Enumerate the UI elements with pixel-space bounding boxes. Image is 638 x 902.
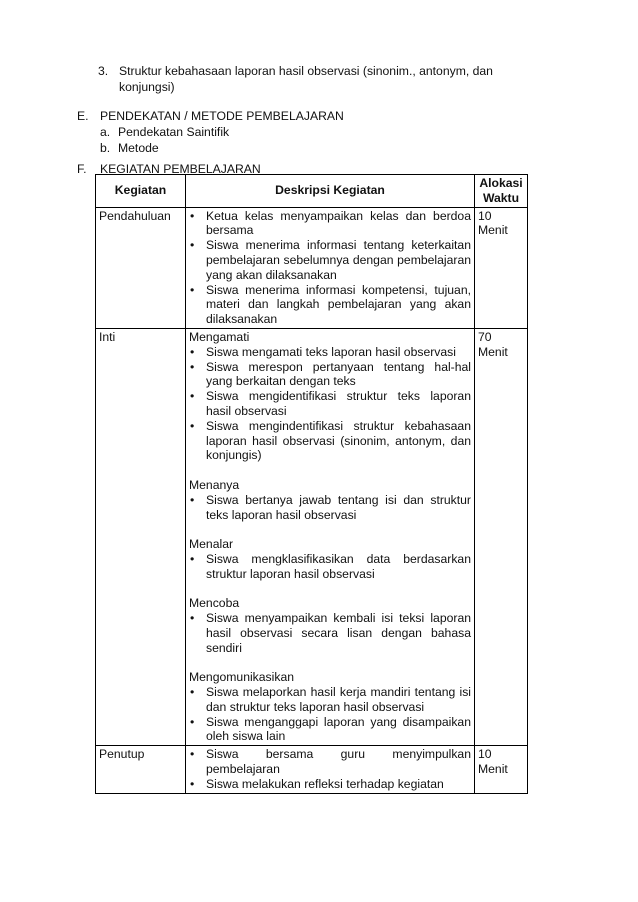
bullet-item: • Siswa menyampaikan kembali isi teksi laporan hasil observasi secara lisan dengan bahasa sendiri (189, 611, 471, 655)
bullet-item: • Siswa mengidentifikasi struktur teks laporan hasil observasi (189, 389, 471, 419)
list-item-text: Pendekatan Saintifik (118, 125, 230, 139)
header-kegiatan: Kegiatan (96, 175, 186, 208)
list-label: a. (100, 125, 111, 139)
row-time: 70 Menit (475, 328, 528, 745)
bullet-item: • Siswa bersama guru menyimpulkan pembelajaran (189, 747, 471, 777)
row-time: 10 Menit (475, 207, 528, 328)
bullet-item: • Siswa menerima informasi kompetensi, tujuan, materi dan langkah pembelajaran yang akan dilaksanakan (189, 283, 471, 327)
bullet-list (189, 685, 471, 744)
row-name: Inti (96, 328, 186, 745)
list-item-text: Metode (118, 141, 159, 155)
list-item-text: Struktur kebahasaan laporan hasil observasi (sinonim., antonym, dan konjungsi) (119, 64, 493, 94)
bullet-list (189, 747, 471, 791)
bullet-item: • Siswa merespon pertanyaan tentang hal-hal yang berkaitan dengan teks (189, 360, 471, 390)
row-time: 10 Menit (475, 746, 528, 793)
list-number: 3. (98, 64, 109, 78)
table-row (96, 328, 528, 745)
list-label: b. (100, 141, 111, 155)
header-deskripsi: Deskripsi Kegiatan (186, 175, 475, 208)
kegiatan-table (95, 174, 528, 794)
section-letter-e: E. (77, 109, 89, 123)
bullet-item: • Siswa mengamati teks laporan hasil observasi (189, 345, 471, 360)
bullet-item: • Siswa menganggapi laporan yang disampaikan oleh siswa lain (189, 715, 471, 745)
stage-title: Menanya (189, 477, 240, 492)
row-description (186, 207, 475, 328)
bullet-list (189, 345, 471, 463)
section-title-e: PENDEKATAN / METODE PEMBELAJARAN (100, 109, 344, 123)
bullet-item: • Siswa mengklasifikasikan data berdasarkan struktur laporan hasil observasi (189, 552, 471, 582)
row-name: Penutup (96, 746, 186, 793)
section-letter-f: F. (77, 162, 87, 176)
row-description (186, 328, 475, 745)
stage-title: Mengomunikasikan (189, 670, 295, 685)
row-name: Pendahuluan (96, 207, 186, 328)
bullet-list (189, 493, 471, 523)
bullet-item: • Siswa bertanya jawab tentang isi dan struktur teks laporan hasil observasi (189, 493, 471, 523)
bullet-list (189, 611, 471, 655)
table-row (96, 746, 528, 793)
bullet-list (189, 209, 471, 327)
section-title-f: KEGIATAN PEMBELAJARAN (100, 162, 261, 176)
stage-title: Mengamati (189, 329, 250, 344)
bullet-item: • Siswa menerima informasi tentang keterkaitan pembelajaran sebelumnya dengan pembelajaran yang akan dilaksanakan (189, 238, 471, 282)
table-row (96, 207, 528, 328)
row-description (186, 746, 475, 793)
header-alokasi: Alokasi Waktu (475, 175, 528, 208)
bullet-item: • Siswa melaporkan hasil kerja mandiri tentang isi dan struktur teks laporan hasil observasi (189, 685, 471, 715)
bullet-item: • Ketua kelas menyampaikan kelas dan berdoa bersama (189, 209, 471, 239)
bullet-item: • Siswa mengindentifikasi struktur kebahasaan laporan hasil observasi (sinonim, antonym, dan konjungis) (189, 419, 471, 463)
bullet-list (189, 552, 471, 582)
stage-title: Mencoba (189, 596, 240, 611)
table-header-row (96, 175, 528, 208)
stage-title: Menalar (189, 537, 234, 552)
bullet-item: • Siswa melakukan refleksi terhadap kegiatan (189, 777, 471, 792)
